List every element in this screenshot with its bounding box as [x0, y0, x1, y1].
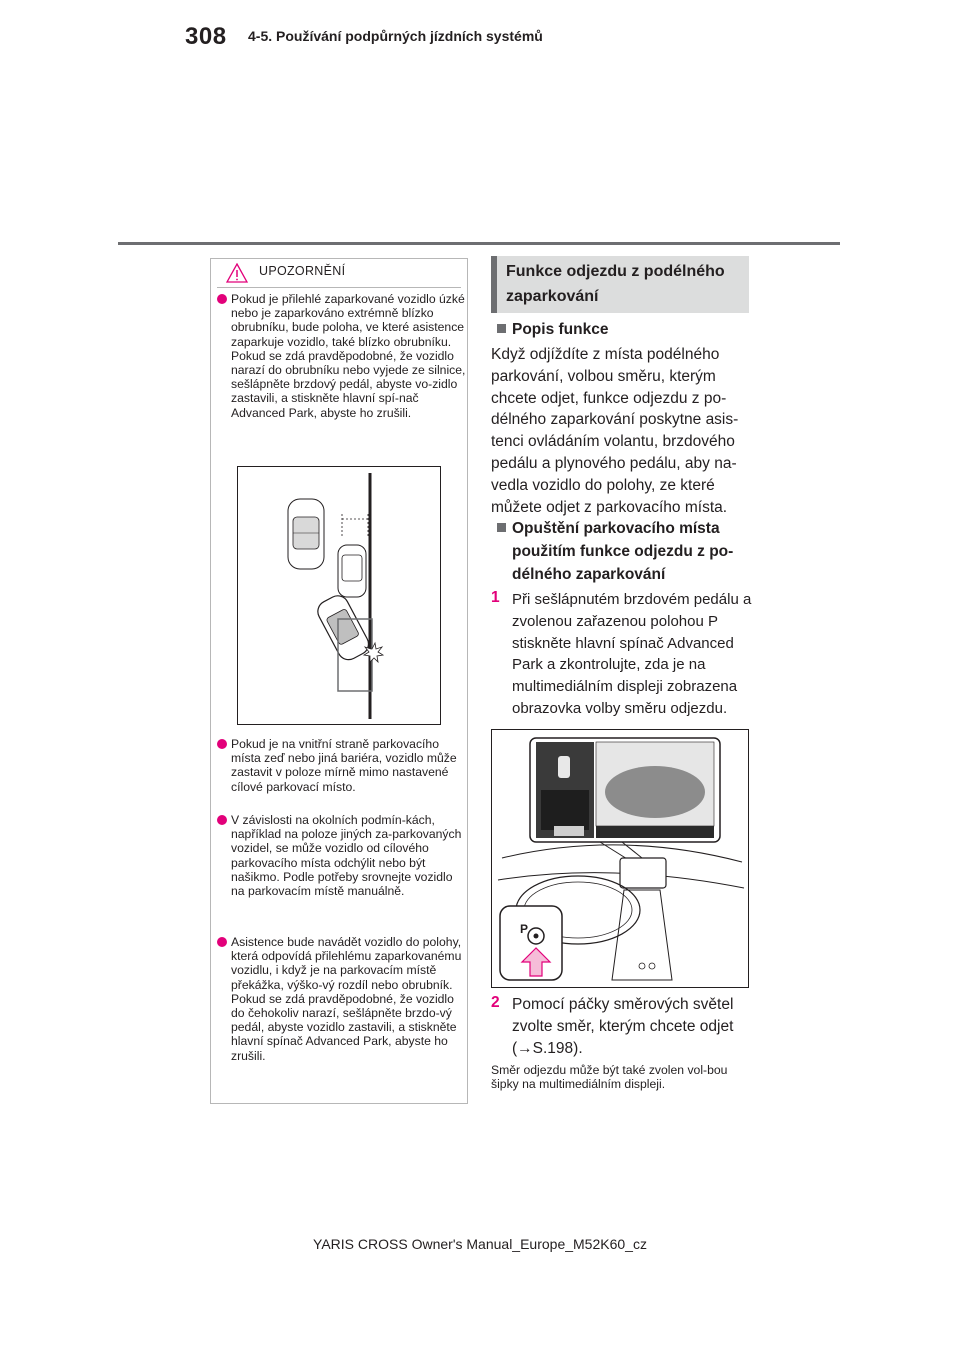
step-number: 1 [491, 589, 500, 606]
p-label: P [520, 922, 529, 936]
page-number: 308 [185, 23, 227, 50]
warning-icon [226, 263, 248, 283]
chapter-title: 4-5. Používání podpůrných jízdních systémů [248, 28, 543, 44]
warning-bullet-text: Pokud je na vnitřní straně parkovacího místa zeď nebo jiná bariéra, vozidlo může zastavit v poloze mírně mimo nastavené cílové parkovací místo. [231, 737, 457, 794]
section-title: Funkce odjezdu z podélného zaparkování [506, 263, 725, 305]
warning-bullet-text: Pokud je přilehlé zaparkované vozidlo úzké nebo je zaparkováno extrémně blízko obrubníku, bude poloha, ve které asistence zaparkuje vozidlo, také blízko obrubníku. Pokud se zdá pravděpodobné, že vozidlo narazí do obrubníku nebo vyjede ze silnice, sešlápněte brzdový pedál, abyste vo-zidlo zastavili, a stiskněte hlavní spí-nač Advanced Park, abyste ho zrušili. [231, 292, 466, 420]
subheading-text: Opuštění parkovacího místa použitím funkce odjezdu z po-délného zaparkování [512, 520, 734, 583]
dashboard-illustration [491, 729, 749, 988]
section-header [491, 256, 749, 313]
warning-header [211, 259, 467, 287]
step-number: 2 [491, 994, 500, 1011]
subheading-description [497, 318, 751, 341]
warning-bullet-text: Asistence bude navádět vozidlo do polohy, která odpovídá přilehlému zaparkovanému vozidlu, i když je na parkovacím místě překážka, výško-vý rozdíl nebo obrubník. Pokud se zdá pravděpodobné, že vozidlo do čehokoliv narazí, sešlápněte brzdo-vý pedál, abyste vozidlo zastavili, a stiskněte hlavní spínač Advanced Park, abyste ho zrušili. [231, 935, 462, 1063]
step-text: Při sešlápnutém brzdovém pedálu a zvolenou zařazenou polohou P stiskněte hlavní spínač Advanced Park a zkontrolujte, zda je na multimediálním displeji zobrazena obrazovka volby směru odjezdu. [512, 591, 752, 717]
footer-manual-id: YARIS CROSS Owner's Manual_Europe_M52K60_cz [313, 1236, 647, 1252]
warning-bullet-text: V závislosti na okolních podmín-kách, například na poloze jiných za-parkovaných vozidel, se může vozidlo od cílového parkovacího místa odchýlit nebo být našikmo. Podle potřeby srovnejte vozidlo na parkovacím místě manuálně. [231, 813, 462, 899]
step-text: Pomocí páčky směrových světel zvolte směr, kterým chcete odjet (→S.198). [512, 996, 734, 1057]
bullet-icon [217, 937, 227, 947]
square-bullet-icon [497, 324, 506, 333]
dashboard-drawing [492, 730, 748, 987]
parking-diagram [237, 466, 441, 725]
square-bullet-icon [497, 523, 506, 532]
header-rule [118, 242, 840, 245]
description-paragraph: Když odjíždíte z místa podélného parkování, volbou směru, kterým chcete odjet, funkce odjezdu z po-délného zaparkování poskytne asis-tenci ovládáním volantu, brzdového pedálu a plynového pedálu, aby na-vedla vozidlo do polohy, ze které můžete odjet z parkovacího místa. [491, 346, 739, 516]
subheading-text: Popis funkce [512, 321, 609, 338]
bullet-icon [217, 815, 227, 825]
section-accent-bar [491, 256, 497, 313]
warning-box [210, 258, 468, 1104]
subheading-leaving [497, 517, 751, 586]
warning-separator [217, 287, 461, 288]
bullet-icon [217, 739, 227, 749]
warning-title: UPOZORNĚNÍ [259, 264, 346, 278]
note-text: Směr odjezdu může být také zvolen vol-bou šipky na multimediálním displeji. [491, 1063, 728, 1091]
parking-diagram-illustration [238, 467, 440, 724]
bullet-icon [217, 294, 227, 304]
